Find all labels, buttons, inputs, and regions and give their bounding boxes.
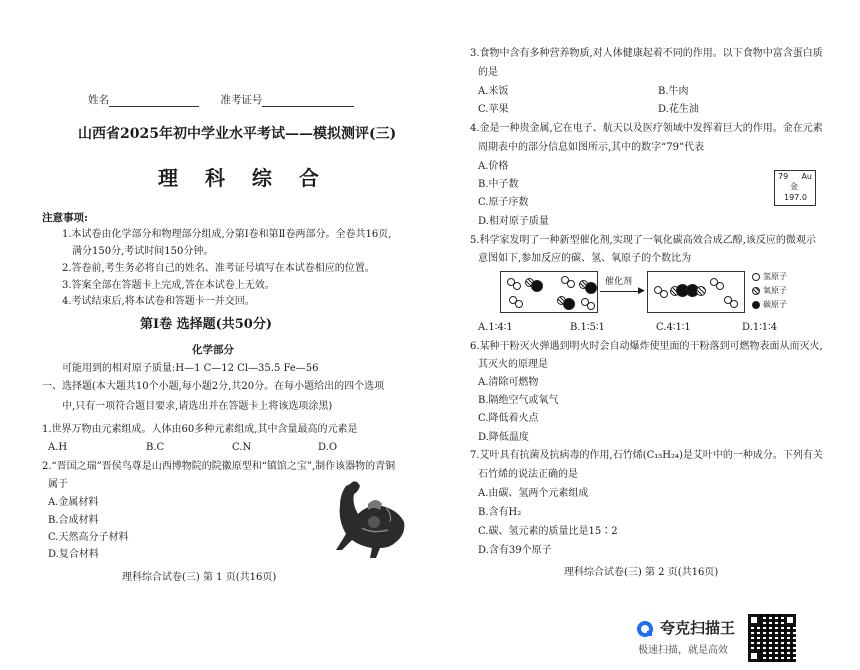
oxygen-atom (515, 300, 523, 308)
hydrogen-atom (696, 286, 706, 296)
left-footer: 理科综合试卷(三) 第 1 页(共16页) (122, 572, 277, 583)
exam-title: 山西省2025年初中学业水平考试——模拟测评(三) (78, 126, 397, 142)
qr-corner (748, 650, 760, 662)
q1-option-c: C.N (232, 442, 252, 453)
element-symbol: Au (801, 172, 812, 181)
q6-option-d: D.降低温度 (478, 432, 529, 443)
q4-option-b: B.中子数 (478, 179, 519, 190)
q6-option-a: A.清除可燃物 (478, 377, 539, 388)
quark-logo-icon (636, 620, 654, 638)
subject-title: 理 科 综 合 (158, 166, 329, 190)
oxygen-atom (660, 290, 668, 298)
carbon-atom (531, 280, 543, 292)
q2-option-c: C.天然高分子材料 (48, 532, 129, 543)
q6-stem-1: 6.某种干粉灭火弹遇到明火时会自动爆炸使里面的干粉落到可燃物表面从而灭火, (470, 341, 823, 352)
chem-title: 化学部分 (192, 344, 234, 356)
q7-option-d: D.含有39个原子 (478, 545, 552, 556)
exam-no-label: 准考证号 (220, 94, 263, 106)
q5-option-c: C.4∶1∶1 (656, 322, 691, 333)
q3-option-c: C.苹果 (478, 104, 509, 115)
notice-1: 1.本试卷由化学部分和物理部分组成,分第Ⅰ卷和第Ⅱ卷两部分。全卷共16页, (62, 229, 392, 240)
element-name: 金 (790, 182, 798, 191)
legend-oxygen: 氧原子 (763, 286, 787, 295)
q7-stem-2: 石竹烯的说法正确的是 (478, 469, 578, 480)
arrow-head-icon: ▶ (638, 286, 645, 296)
oxygen-legend-icon (752, 287, 760, 295)
products-box (647, 271, 745, 313)
brand-slogan: 极速扫描，就是高效 (638, 645, 728, 656)
notice-title: 注意事项: (42, 212, 88, 224)
legend-hydrogen: 氢原子 (763, 272, 787, 281)
q4-option-d: D.相对原子质量 (478, 216, 549, 227)
atom-legend (752, 270, 787, 312)
q3-option-b: B.牛肉 (658, 86, 689, 97)
q5-option-a: A.1∶4∶1 (478, 322, 513, 333)
notice-2: 2.答卷前,考生务必将自己的姓名、准考证号填写在本试卷相应的位置。 (62, 263, 375, 274)
q5-stem-2: 意图如下,参加反应的碳、氢、氧原子的个数比为 (478, 253, 692, 264)
q4-option-a: A.价格 (478, 161, 509, 172)
q5-option-d: D.1∶1∶4 (742, 322, 778, 333)
name-blank (109, 96, 199, 107)
q3-stem-1: 3.食物中含有多种营养物质,对人体健康起着不同的作用。以下食物中富含蛋白质 (470, 48, 823, 59)
q6-option-b: B.隔绝空气或氧气 (478, 395, 559, 406)
element-mass: 197.0 (784, 193, 807, 202)
oxygen-atom (716, 282, 724, 290)
reactants-box (500, 271, 598, 313)
q3-option-d: D.花生油 (658, 104, 699, 115)
qr-corner (748, 614, 760, 626)
oxygen-atom (730, 300, 738, 308)
section-title: 第Ⅰ卷 选择题(共50分) (140, 317, 272, 332)
legend-carbon: 碳原子 (763, 300, 787, 309)
qr-code (748, 614, 796, 662)
q3-option-a: A.米饭 (478, 86, 509, 97)
name-label: 姓名 (88, 94, 109, 106)
notice-1-cont: 满分150分,考试时间150分钟。 (72, 246, 214, 257)
q4-stem-2: 周期表中的部分信息如图所示,其中的数字“79”代表 (478, 142, 705, 153)
hydrogen-legend-icon (752, 273, 760, 281)
q2-stem-1: 2.“晋国之瑞”晋侯鸟尊是山西博物院的院徽原型和“镇馆之宝”,制作该器物的青铜 (42, 461, 396, 472)
carbon-legend-icon (752, 301, 760, 309)
oxygen-atom (567, 280, 575, 288)
q1-option-b: B.C (146, 442, 165, 453)
q2-option-d: D.复合材料 (48, 549, 99, 560)
q3-stem-2: 的是 (478, 67, 498, 78)
oxygen-atom (587, 302, 595, 310)
q6-stem-2: 其灭火的原理是 (478, 359, 548, 370)
notice-3: 3.答案全部在答题卡上完成,答在本试卷上无效。 (62, 280, 275, 291)
q2-option-a: A.金属材料 (48, 497, 99, 508)
q7-option-c: C.碳、氢元素的质量比是15∶2 (478, 526, 618, 537)
q2-option-b: B.合成材料 (48, 515, 99, 526)
name-field (88, 93, 354, 107)
q5-option-b: B.1∶5∶1 (570, 322, 605, 333)
q2-stem-2: 属于 (48, 479, 68, 490)
right-footer: 理科综合试卷(三) 第 2 页(共16页) (564, 567, 719, 578)
q6-option-c: C.降低着火点 (478, 413, 539, 424)
exam-no-blank (262, 96, 354, 107)
oxygen-atom (513, 282, 521, 290)
qr-corner (784, 614, 796, 626)
carbon-atom (585, 282, 597, 294)
q4-option-c: C.原子序数 (478, 197, 529, 208)
bronze-bird-vessel-image (328, 478, 412, 558)
q4-stem-1: 4.金是一种贵金属,它在电子、航天以及医疗领域中发挥着巨大的作用。金在元素 (470, 123, 823, 134)
q7-option-b: B.含有H₂ (478, 507, 522, 518)
q5-stem-1: 5.科学家发明了一种新型催化剂,实现了一氧化碳高效合成乙醇,该反应的微观示 (470, 235, 816, 246)
q7-option-a: A.由碳、氢两个元素组成 (478, 488, 589, 499)
q7-stem-1: 7.艾叶具有抗菌及抗病毒的作用,石竹烯(C₁₅H₂₄)是艾叶中的一种成分。下列有关 (470, 450, 823, 461)
q1-stem: 1.世界万物由元素组成。人体由60多种元素组成,其中含量最高的元素是 (42, 424, 358, 435)
part-intro-1: 一、选择题(本大题共10个小题,每小题2分,共20分。在每小题给出的四个选项 (42, 381, 385, 392)
gold-element-card (774, 170, 816, 206)
notice-4: 4.考试结束后,将本试卷和答题卡一并交回。 (62, 296, 255, 307)
part-intro-2: 中,只有一项符合题目要求,请选出并在答题卡上将该选项涂黑) (62, 401, 333, 412)
reaction-arrow (600, 291, 642, 292)
catalyst-label: 催化剂 (605, 277, 633, 287)
atomic-masses: 可能用到的相对原子质量:H—1 C—12 Cl—35.5 Fe—56 (62, 363, 319, 374)
element-number: 79 (778, 172, 789, 181)
carbon-atom (563, 298, 575, 310)
q1-option-d: D.O (318, 442, 338, 453)
q1-option-a: A.H (48, 442, 68, 453)
brand-name: 夸克扫描王 (660, 619, 736, 637)
